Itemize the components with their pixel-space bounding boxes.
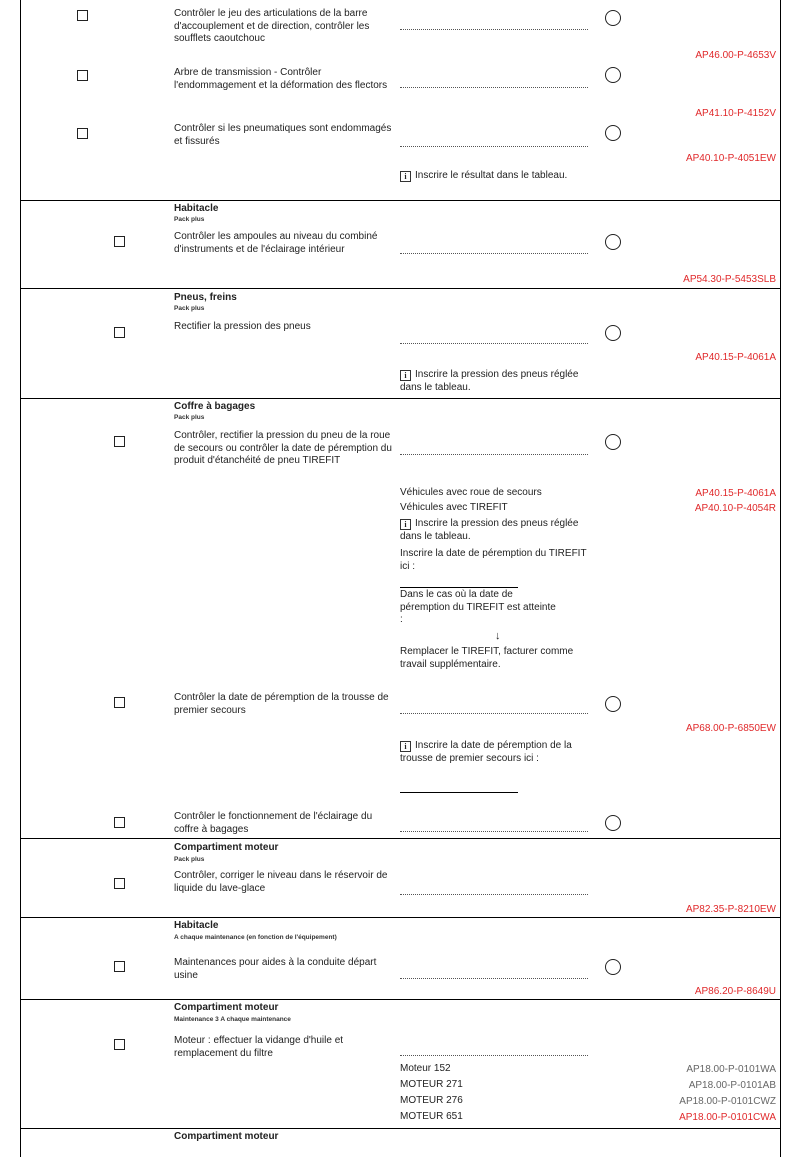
reference-link[interactable]: AP41.10-P-4152V [695, 108, 776, 119]
item-text: Moteur : effectuer la vidange d'huile et remplacement du filtre [174, 1035, 344, 1059]
engine-variant: Moteur 152 [400, 1063, 451, 1074]
info-note [400, 369, 585, 394]
section-divider [20, 288, 781, 289]
section-divider [20, 1128, 781, 1129]
section-heading: Pneus, freins [174, 292, 237, 303]
arrow-down-icon: ↓ [495, 630, 501, 642]
item-text: Arbre de transmission - Contrôler l'endommagement et la déformation des flectors [174, 67, 388, 91]
engine-variant: MOTEUR 651 [400, 1111, 463, 1122]
info-icon: i [400, 741, 411, 752]
section-subheading: Pack plus [174, 216, 205, 223]
engine-variant: MOTEUR 271 [400, 1079, 463, 1090]
section-divider [20, 999, 781, 1000]
item-text: Contrôler le fonctionnement de l'éclairage du coffre à bagages [174, 811, 373, 835]
date-instruction: Inscrire la date de péremption du TIREFIT ici : [400, 548, 587, 572]
reference-link[interactable]: AP40.15-P-4061A [695, 488, 776, 499]
date-entry-line[interactable] [400, 792, 518, 793]
item-checkbox[interactable] [114, 436, 125, 447]
section-subheading: Maintenance 3 A chaque maintenance [174, 1016, 291, 1023]
item-text: Contrôler la date de péremption de la trousse de premier secours [174, 692, 389, 716]
item-text: Contrôler, rectifier la pression du pneu de la roue de secours ou contrôler la date de péremption du produit d'étanchéité de pneu TIREFIT [174, 430, 392, 466]
info-icon: i [400, 370, 411, 381]
info-note-text: Inscrire le résultat dans le tableau. [415, 170, 568, 181]
result-line [400, 29, 588, 30]
section-divider [20, 917, 781, 918]
item-checkbox[interactable] [77, 10, 88, 21]
info-note-text: Inscrire la date de péremption de la trousse de premier secours ici : [400, 740, 572, 764]
section-heading: Habitacle [174, 920, 219, 931]
item-checkbox[interactable] [114, 327, 125, 338]
section-subheading: Pack plus [174, 305, 205, 312]
result-line [400, 1055, 588, 1056]
info-note-text: Inscrire la pression des pneus réglée dans le tableau. [400, 518, 579, 542]
status-circle[interactable] [605, 959, 621, 975]
reference-link[interactable]: AP18.00-P-0101AB [688, 1080, 776, 1091]
item-checkbox[interactable] [114, 697, 125, 708]
result-line [400, 343, 588, 344]
status-circle[interactable] [605, 67, 621, 83]
item-checkbox[interactable] [77, 70, 88, 81]
item-text: Contrôler, corriger le niveau dans le réservoir de liquide du lave-glace [174, 870, 388, 894]
result-line [400, 713, 588, 714]
info-note [400, 740, 585, 765]
section-subheading: Pack plus [174, 856, 205, 863]
info-icon: i [400, 171, 411, 182]
section-heading: Compartiment moteur [174, 1131, 279, 1142]
item-checkbox[interactable] [114, 1039, 125, 1050]
reference-link[interactable]: AP86.20-P-8649U [694, 986, 776, 997]
info-icon: i [400, 519, 411, 530]
status-circle[interactable] [605, 10, 621, 26]
section-heading: Habitacle [174, 203, 219, 214]
result-line [400, 454, 588, 455]
item-text: Rectifier la pression des pneus [174, 321, 311, 332]
vehicle-variant: Véhicules avec TIREFIT [400, 502, 508, 513]
engine-variant: MOTEUR 276 [400, 1095, 463, 1106]
result-line [400, 87, 588, 88]
result-line [400, 978, 588, 979]
section-divider [20, 398, 781, 399]
result-line [400, 894, 588, 895]
section-subheading: A chaque maintenance (en fonction de l'équipement) [174, 934, 337, 941]
section-subheading: Pack plus [174, 414, 205, 421]
item-checkbox[interactable] [114, 878, 125, 889]
reference-link[interactable]: AP68.00-P-6850EW [685, 723, 776, 734]
info-note-text: Inscrire la pression des pneus réglée dans le tableau. [400, 369, 579, 393]
replace-instruction: Remplacer le TIREFIT, facturer comme travail supplémentaire. [400, 646, 574, 670]
result-line [400, 146, 588, 147]
item-text: Contrôler les ampoules au niveau du combiné d'instruments et de l'éclairage intérieur [174, 231, 378, 255]
item-text: Contrôler si les pneumatiques sont endommagés et fissurés [174, 123, 392, 147]
item-text: Contrôler le jeu des articulations de la barre d'accouplement et de direction, contrôler les soufflets caoutchouc [174, 8, 370, 44]
status-circle[interactable] [605, 325, 621, 341]
section-heading: Compartiment moteur [174, 1002, 279, 1013]
item-checkbox[interactable] [77, 128, 88, 139]
item-checkbox[interactable] [114, 236, 125, 247]
section-divider [20, 838, 781, 839]
expiry-condition: Dans le cas où la date de péremption du TIREFIT est atteinte : [400, 589, 556, 625]
reference-link[interactable]: AP46.00-P-4653V [695, 50, 776, 61]
info-note [400, 170, 585, 183]
info-note [400, 518, 585, 543]
status-circle[interactable] [605, 696, 621, 712]
result-line [400, 831, 588, 832]
reference-link[interactable]: AP40.15-P-4061A [695, 352, 776, 363]
reference-link[interactable]: AP82.35-P-8210EW [685, 904, 776, 915]
result-line [400, 253, 588, 254]
date-entry-line[interactable] [400, 587, 518, 588]
reference-link[interactable]: AP54.30-P-5453SLB [683, 274, 776, 285]
status-circle[interactable] [605, 434, 621, 450]
item-text: Maintenances pour aides à la conduite départ usine [174, 957, 377, 981]
reference-link[interactable]: AP40.10-P-4054R [694, 503, 776, 514]
status-circle[interactable] [605, 815, 621, 831]
section-heading: Coffre à bagages [174, 401, 256, 412]
reference-link[interactable]: AP18.00-P-0101CWZ [679, 1096, 776, 1107]
reference-link[interactable]: AP18.00-P-0101CWA [679, 1112, 776, 1123]
vehicle-variant: Véhicules avec roue de secours [400, 487, 542, 498]
reference-link[interactable]: AP40.10-P-4051EW [685, 153, 776, 164]
item-checkbox[interactable] [114, 817, 125, 828]
item-checkbox[interactable] [114, 961, 125, 972]
section-heading: Compartiment moteur [174, 842, 279, 853]
status-circle[interactable] [605, 234, 621, 250]
reference-link[interactable]: AP18.00-P-0101WA [686, 1064, 776, 1075]
section-divider [20, 200, 781, 201]
status-circle[interactable] [605, 125, 621, 141]
